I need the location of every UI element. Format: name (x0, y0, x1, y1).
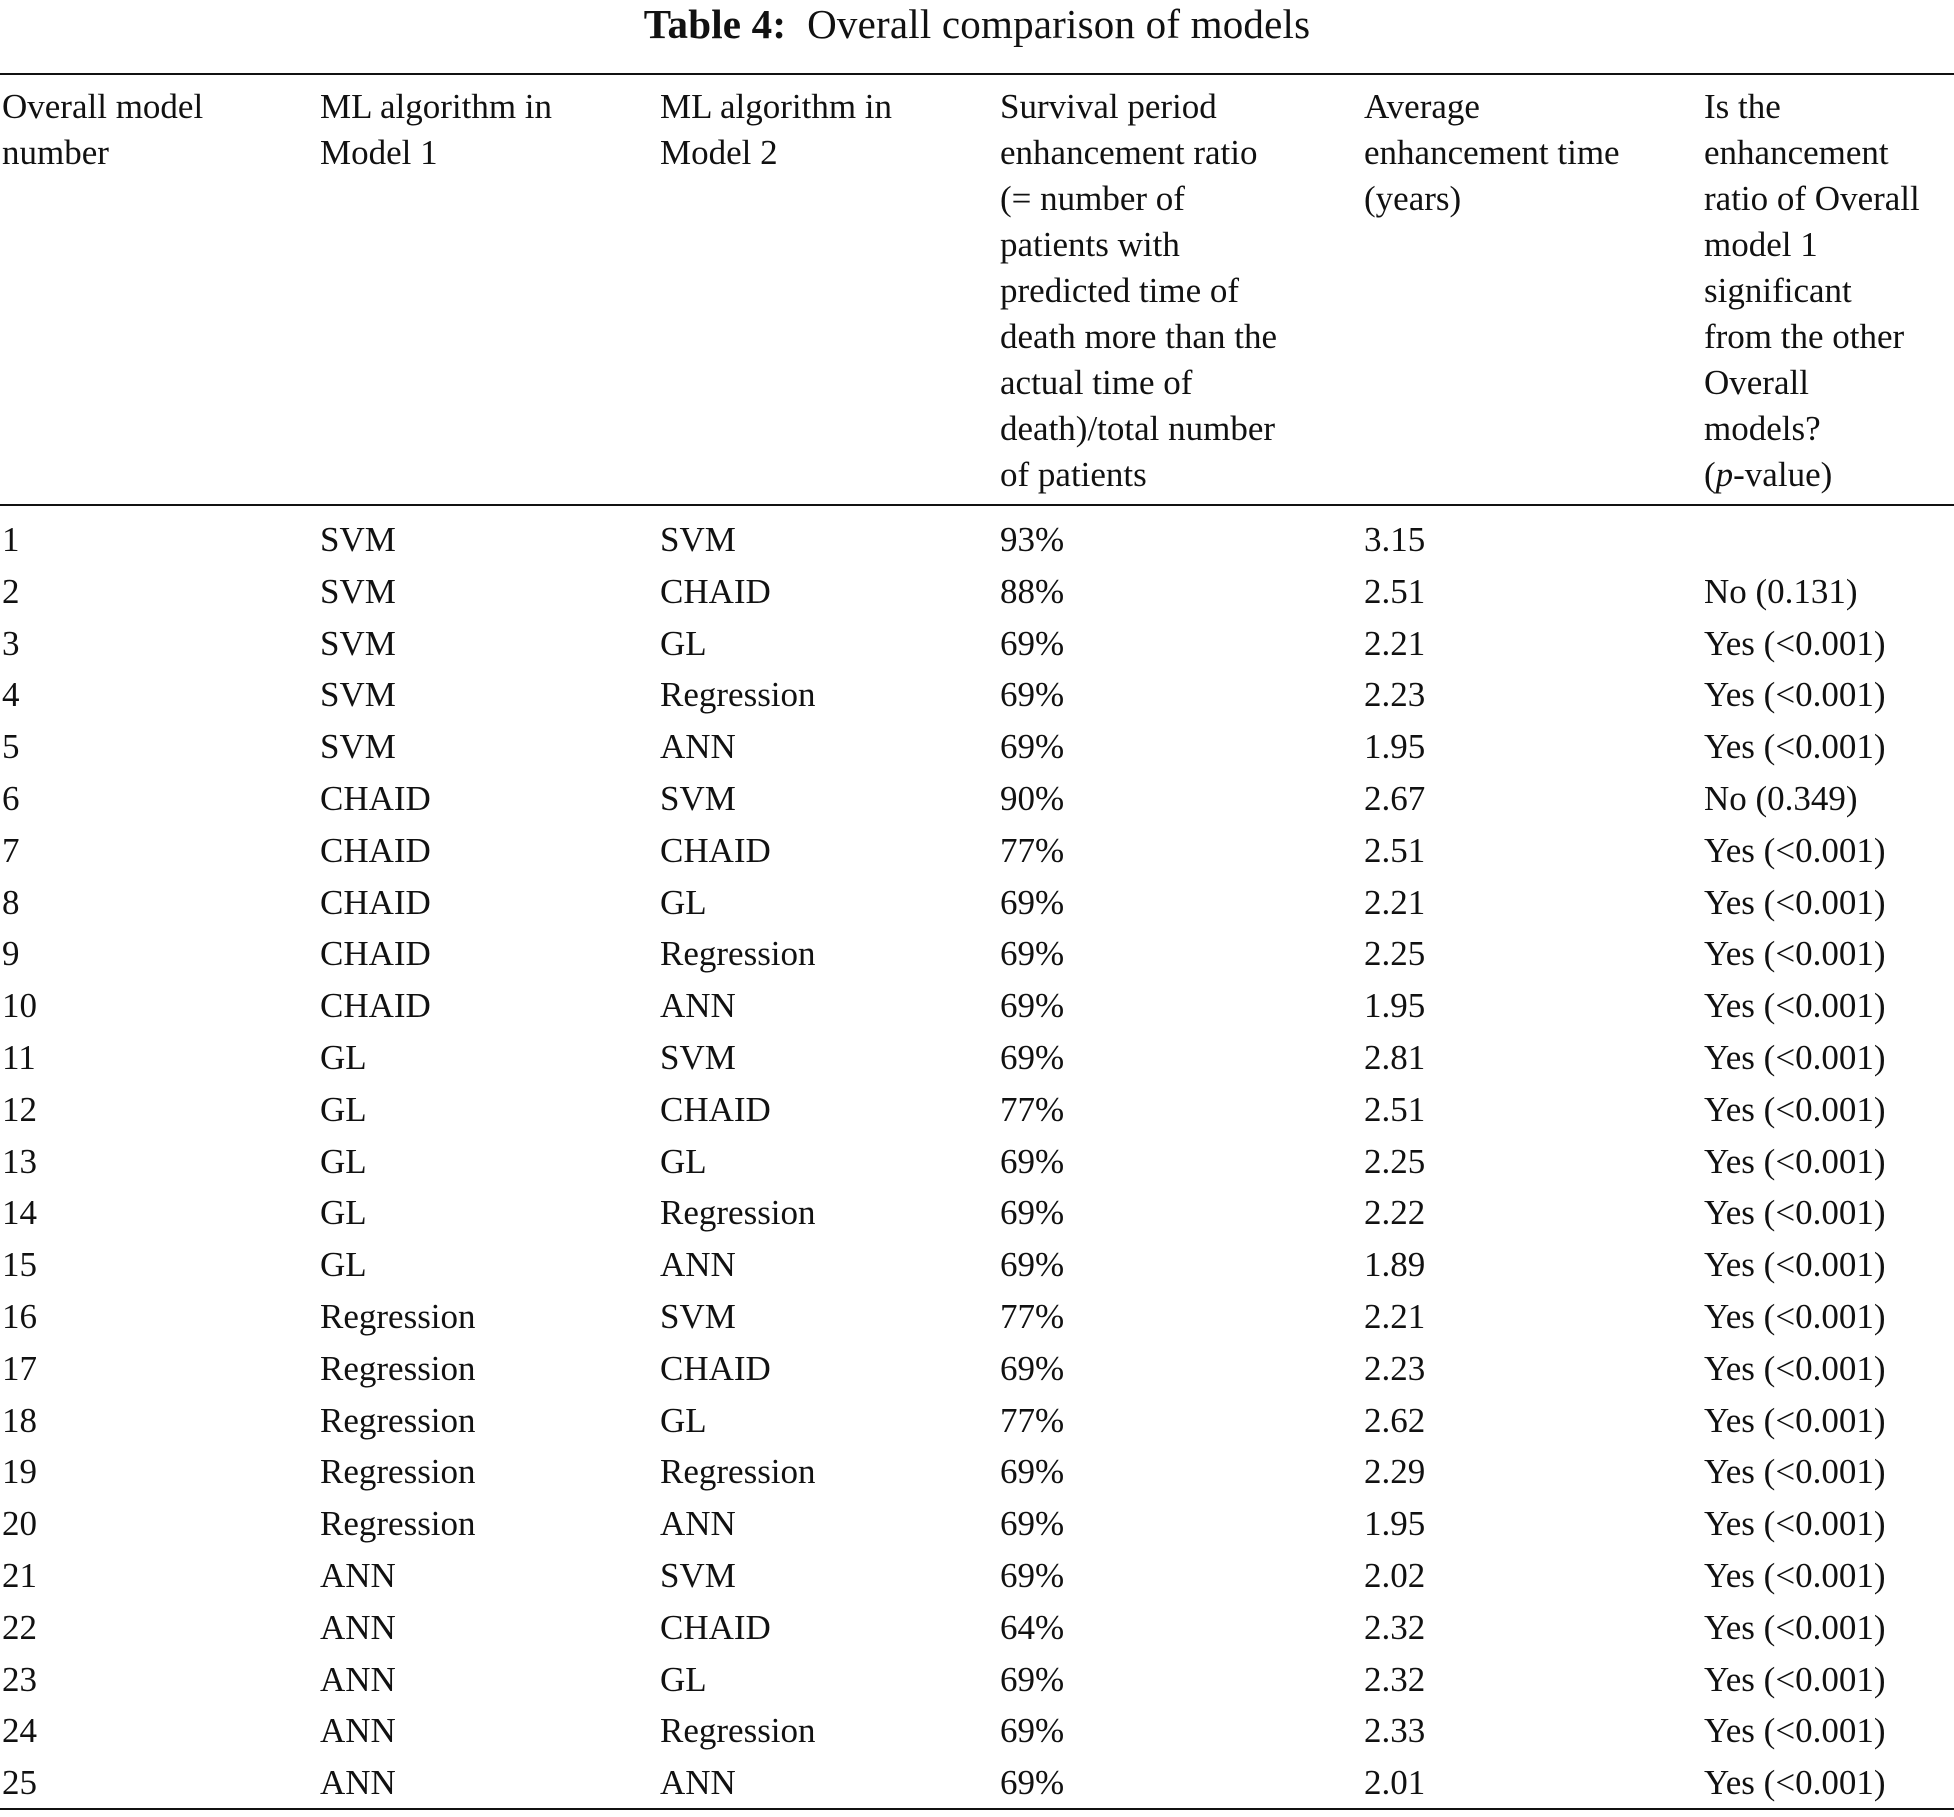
cell-model-1-algorithm: Regression (320, 1452, 476, 1492)
cell-enhancement-ratio: 88% (1000, 571, 1065, 611)
cell-model-number: 11 (2, 1037, 36, 1077)
cell-average-enhancement-time: 2.23 (1364, 675, 1426, 715)
cell-model-1-algorithm: CHAID (320, 986, 431, 1026)
cell-enhancement-ratio: 69% (1000, 1348, 1065, 1388)
cell-enhancement-ratio: 69% (1000, 675, 1065, 715)
cell-model-number: 8 (2, 882, 20, 922)
cell-significance: Yes (<0.001) (1704, 1607, 1886, 1647)
cell-model-1-algorithm: ANN (320, 1763, 396, 1803)
cell-average-enhancement-time: 2.23 (1364, 1348, 1426, 1388)
cell-significance: Yes (<0.001) (1704, 675, 1886, 715)
cell-significance: Yes (<0.001) (1704, 986, 1886, 1026)
cell-enhancement-ratio: 69% (1000, 1711, 1065, 1751)
table-row (0, 1343, 1954, 1395)
cell-enhancement-ratio: 90% (1000, 778, 1065, 818)
cell-average-enhancement-time: 2.62 (1364, 1400, 1426, 1440)
cell-model-1-algorithm: Regression (320, 1296, 476, 1336)
cell-average-enhancement-time: 2.01 (1364, 1763, 1426, 1803)
table-row (0, 618, 1954, 670)
cell-model-1-algorithm: ANN (320, 1659, 396, 1699)
cell-model-number: 20 (2, 1504, 37, 1544)
cell-model-2-algorithm: GL (660, 1141, 707, 1181)
table-row (0, 1498, 1954, 1550)
table-header-rule (0, 504, 1954, 506)
cell-significance: No (0.131) (1704, 571, 1858, 611)
cell-model-2-algorithm: Regression (660, 675, 816, 715)
table-caption-title: Overall comparison of models (807, 1, 1311, 47)
cell-enhancement-ratio: 69% (1000, 1245, 1065, 1285)
cell-model-number: 2 (2, 571, 20, 611)
cell-model-2-algorithm: ANN (660, 1245, 736, 1285)
cell-model-1-algorithm: ANN (320, 1711, 396, 1751)
cell-model-1-algorithm: SVM (320, 520, 396, 559)
table-row (0, 877, 1954, 929)
cell-average-enhancement-time: 2.67 (1364, 778, 1426, 818)
cell-model-number: 10 (2, 986, 37, 1026)
cell-model-1-algorithm: GL (320, 1141, 367, 1181)
cell-significance: Yes (<0.001) (1704, 882, 1886, 922)
cell-enhancement-ratio: 69% (1000, 727, 1065, 767)
cell-average-enhancement-time: 2.51 (1364, 1089, 1426, 1129)
cell-average-enhancement-time: 3.15 (1364, 520, 1426, 559)
table-bottom-rule (0, 1808, 1954, 1810)
cell-model-number: 6 (2, 778, 20, 818)
cell-enhancement-ratio: 69% (1000, 1555, 1065, 1595)
cell-model-2-algorithm: ANN (660, 727, 736, 767)
cell-significance: Yes (<0.001) (1704, 1504, 1886, 1544)
cell-significance: No (0.349) (1704, 778, 1858, 818)
table-row (0, 1187, 1954, 1239)
cell-model-1-algorithm: ANN (320, 1607, 396, 1647)
cell-average-enhancement-time: 2.51 (1364, 830, 1426, 870)
table-row (0, 1705, 1954, 1757)
cell-model-1-algorithm: Regression (320, 1348, 476, 1388)
table-row (0, 1395, 1954, 1447)
cell-enhancement-ratio: 64% (1000, 1607, 1065, 1647)
cell-enhancement-ratio: 69% (1000, 934, 1065, 974)
cell-significance: Yes (<0.001) (1704, 1193, 1886, 1233)
cell-model-2-algorithm: Regression (660, 1452, 816, 1492)
cell-average-enhancement-time: 2.33 (1364, 1711, 1426, 1751)
cell-model-2-algorithm: CHAID (660, 1607, 771, 1647)
cell-average-enhancement-time: 2.21 (1364, 882, 1426, 922)
cell-significance: Yes (<0.001) (1704, 1141, 1886, 1181)
cell-model-2-algorithm: ANN (660, 1763, 736, 1803)
header-survival-period-enhancement-ratio: Survival period enhancement ratio (= number of patients with predicted time of death more than the actual time of death)/total number of patients (1000, 87, 1277, 494)
cell-model-1-algorithm: GL (320, 1089, 367, 1129)
cell-average-enhancement-time: 1.95 (1364, 1504, 1426, 1544)
cell-model-number: 9 (2, 934, 20, 974)
cell-significance: Yes (<0.001) (1704, 1711, 1886, 1751)
cell-significance: Yes (<0.001) (1704, 1659, 1886, 1699)
cell-enhancement-ratio: 69% (1000, 1659, 1065, 1699)
cell-model-1-algorithm: ANN (320, 1555, 396, 1595)
cell-significance: Yes (<0.001) (1704, 1452, 1886, 1492)
table-row (0, 669, 1954, 721)
cell-model-number: 23 (2, 1659, 37, 1699)
cell-model-2-algorithm: SVM (660, 1037, 736, 1077)
cell-average-enhancement-time: 2.32 (1364, 1607, 1426, 1647)
cell-significance: Yes (<0.001) (1704, 1348, 1886, 1388)
cell-model-1-algorithm: SVM (320, 727, 396, 767)
cell-model-2-algorithm: CHAID (660, 571, 771, 611)
cell-model-2-algorithm: GL (660, 882, 707, 922)
cell-model-number: 7 (2, 830, 20, 870)
table-row (0, 928, 1954, 980)
table-caption (0, 0, 1954, 52)
cell-enhancement-ratio: 69% (1000, 1504, 1065, 1544)
table-row (0, 721, 1954, 773)
cell-enhancement-ratio: 69% (1000, 623, 1065, 663)
table-row (0, 1136, 1954, 1188)
cell-significance: Yes (<0.001) (1704, 1400, 1886, 1440)
header-ml-algorithm-model-1: ML algorithm in Model 1 (320, 87, 553, 172)
cell-model-number: 5 (2, 727, 20, 767)
cell-average-enhancement-time: 1.95 (1364, 986, 1426, 1026)
cell-model-number: 22 (2, 1607, 37, 1647)
cell-enhancement-ratio: 69% (1000, 986, 1065, 1026)
cell-model-number: 24 (2, 1711, 37, 1751)
cell-model-1-algorithm: Regression (320, 1400, 476, 1440)
cell-significance: Yes (<0.001) (1704, 934, 1886, 974)
cell-model-number: 17 (2, 1348, 37, 1388)
cell-significance: Yes (<0.001) (1704, 623, 1886, 663)
cell-model-1-algorithm: Regression (320, 1504, 476, 1544)
cell-average-enhancement-time: 1.89 (1364, 1245, 1426, 1285)
cell-model-1-algorithm: GL (320, 1245, 367, 1285)
table-row (0, 1084, 1954, 1136)
cell-enhancement-ratio: 69% (1000, 1193, 1065, 1233)
table-row (0, 514, 1954, 566)
table-row (0, 1291, 1954, 1343)
cell-average-enhancement-time: 2.29 (1364, 1452, 1426, 1492)
cell-enhancement-ratio: 69% (1000, 1141, 1065, 1181)
cell-enhancement-ratio: 93% (1000, 520, 1065, 559)
cell-average-enhancement-time: 2.21 (1364, 623, 1426, 663)
cell-model-number: 18 (2, 1400, 37, 1440)
header-overall-model-number: Overall model number (2, 87, 204, 172)
cell-model-2-algorithm: SVM (660, 1296, 736, 1336)
cell-model-2-algorithm: SVM (660, 1555, 736, 1595)
cell-average-enhancement-time: 2.02 (1364, 1555, 1426, 1595)
cell-model-1-algorithm: GL (320, 1193, 367, 1233)
cell-enhancement-ratio: 69% (1000, 1763, 1065, 1803)
cell-model-2-algorithm: CHAID (660, 1348, 771, 1388)
cell-model-1-algorithm: SVM (320, 571, 396, 611)
cell-model-1-algorithm: SVM (320, 675, 396, 715)
cell-significance: Yes (<0.001) (1704, 1037, 1886, 1077)
table-row (0, 1550, 1954, 1602)
cell-model-2-algorithm: Regression (660, 1193, 816, 1233)
cell-enhancement-ratio: 77% (1000, 830, 1065, 870)
table-row (0, 1446, 1954, 1498)
cell-average-enhancement-time: 1.95 (1364, 727, 1426, 767)
cell-significance: Yes (<0.001) (1704, 1763, 1886, 1803)
cell-model-2-algorithm: Regression (660, 934, 816, 974)
table-row (0, 1654, 1954, 1706)
header-ml-algorithm-model-2: ML algorithm in Model 2 (660, 87, 893, 172)
cell-significance: Yes (<0.001) (1704, 830, 1886, 870)
cell-model-1-algorithm: CHAID (320, 830, 431, 870)
cell-model-1-algorithm: GL (320, 1037, 367, 1077)
cell-average-enhancement-time: 2.25 (1364, 1141, 1426, 1181)
cell-model-1-algorithm: SVM (320, 623, 396, 663)
cell-average-enhancement-time: 2.25 (1364, 934, 1426, 974)
cell-model-number: 25 (2, 1763, 37, 1803)
cell-model-number: 19 (2, 1452, 37, 1492)
cell-enhancement-ratio: 77% (1000, 1296, 1065, 1336)
cell-model-2-algorithm: GL (660, 623, 707, 663)
header-significance: Is the enhancement ratio of Overall model 1 significant from the other Overall models? (p-value) (1704, 84, 1920, 498)
cell-enhancement-ratio: 69% (1000, 1452, 1065, 1492)
table-row (0, 825, 1954, 877)
cell-model-2-algorithm: ANN (660, 1504, 736, 1544)
header-p-value: (p-value) (1704, 455, 1833, 494)
cell-model-number: 3 (2, 623, 20, 663)
cell-model-2-algorithm: GL (660, 1400, 707, 1440)
table-row (0, 1757, 1954, 1809)
cell-model-number: 15 (2, 1245, 37, 1285)
cell-average-enhancement-time: 2.22 (1364, 1193, 1426, 1233)
cell-significance: Yes (<0.001) (1704, 727, 1886, 767)
table-row (0, 1032, 1954, 1084)
cell-model-number: 13 (2, 1141, 37, 1181)
cell-enhancement-ratio: 77% (1000, 1400, 1065, 1440)
header-average-enhancement-time: Average enhancement time (years) (1364, 87, 1620, 218)
cell-significance: Yes (<0.001) (1704, 1555, 1886, 1595)
cell-model-2-algorithm: GL (660, 1659, 707, 1699)
table-caption-label: Table 4: (643, 1, 787, 47)
cell-significance: Yes (<0.001) (1704, 1296, 1886, 1336)
table-row (0, 773, 1954, 825)
cell-model-1-algorithm: CHAID (320, 882, 431, 922)
cell-average-enhancement-time: 2.21 (1364, 1296, 1426, 1336)
cell-model-2-algorithm: CHAID (660, 830, 771, 870)
cell-model-number: 21 (2, 1555, 37, 1595)
table-row (0, 1239, 1954, 1291)
cell-model-number: 4 (2, 675, 20, 715)
cell-model-number: 16 (2, 1296, 37, 1336)
cell-model-1-algorithm: CHAID (320, 934, 431, 974)
table-body (0, 514, 1954, 1809)
table-row (0, 1602, 1954, 1654)
table-top-rule (0, 73, 1954, 75)
cell-model-2-algorithm: Regression (660, 1711, 816, 1751)
cell-model-number: 14 (2, 1193, 37, 1233)
cell-model-1-algorithm: CHAID (320, 778, 431, 818)
cell-significance: Yes (<0.001) (1704, 1089, 1886, 1129)
cell-enhancement-ratio: 69% (1000, 882, 1065, 922)
cell-enhancement-ratio: 69% (1000, 1037, 1065, 1077)
table-row (0, 980, 1954, 1032)
cell-model-2-algorithm: CHAID (660, 1089, 771, 1129)
cell-model-2-algorithm: SVM (660, 778, 736, 818)
cell-model-2-algorithm: ANN (660, 986, 736, 1026)
cell-model-2-algorithm: SVM (660, 520, 736, 559)
table-row (0, 566, 1954, 618)
cell-model-number: 1 (2, 520, 20, 559)
cell-average-enhancement-time: 2.51 (1364, 571, 1426, 611)
cell-enhancement-ratio: 77% (1000, 1089, 1065, 1129)
cell-significance: Yes (<0.001) (1704, 1245, 1886, 1285)
cell-model-number: 12 (2, 1089, 37, 1129)
cell-average-enhancement-time: 2.32 (1364, 1659, 1426, 1699)
cell-average-enhancement-time: 2.81 (1364, 1037, 1426, 1077)
